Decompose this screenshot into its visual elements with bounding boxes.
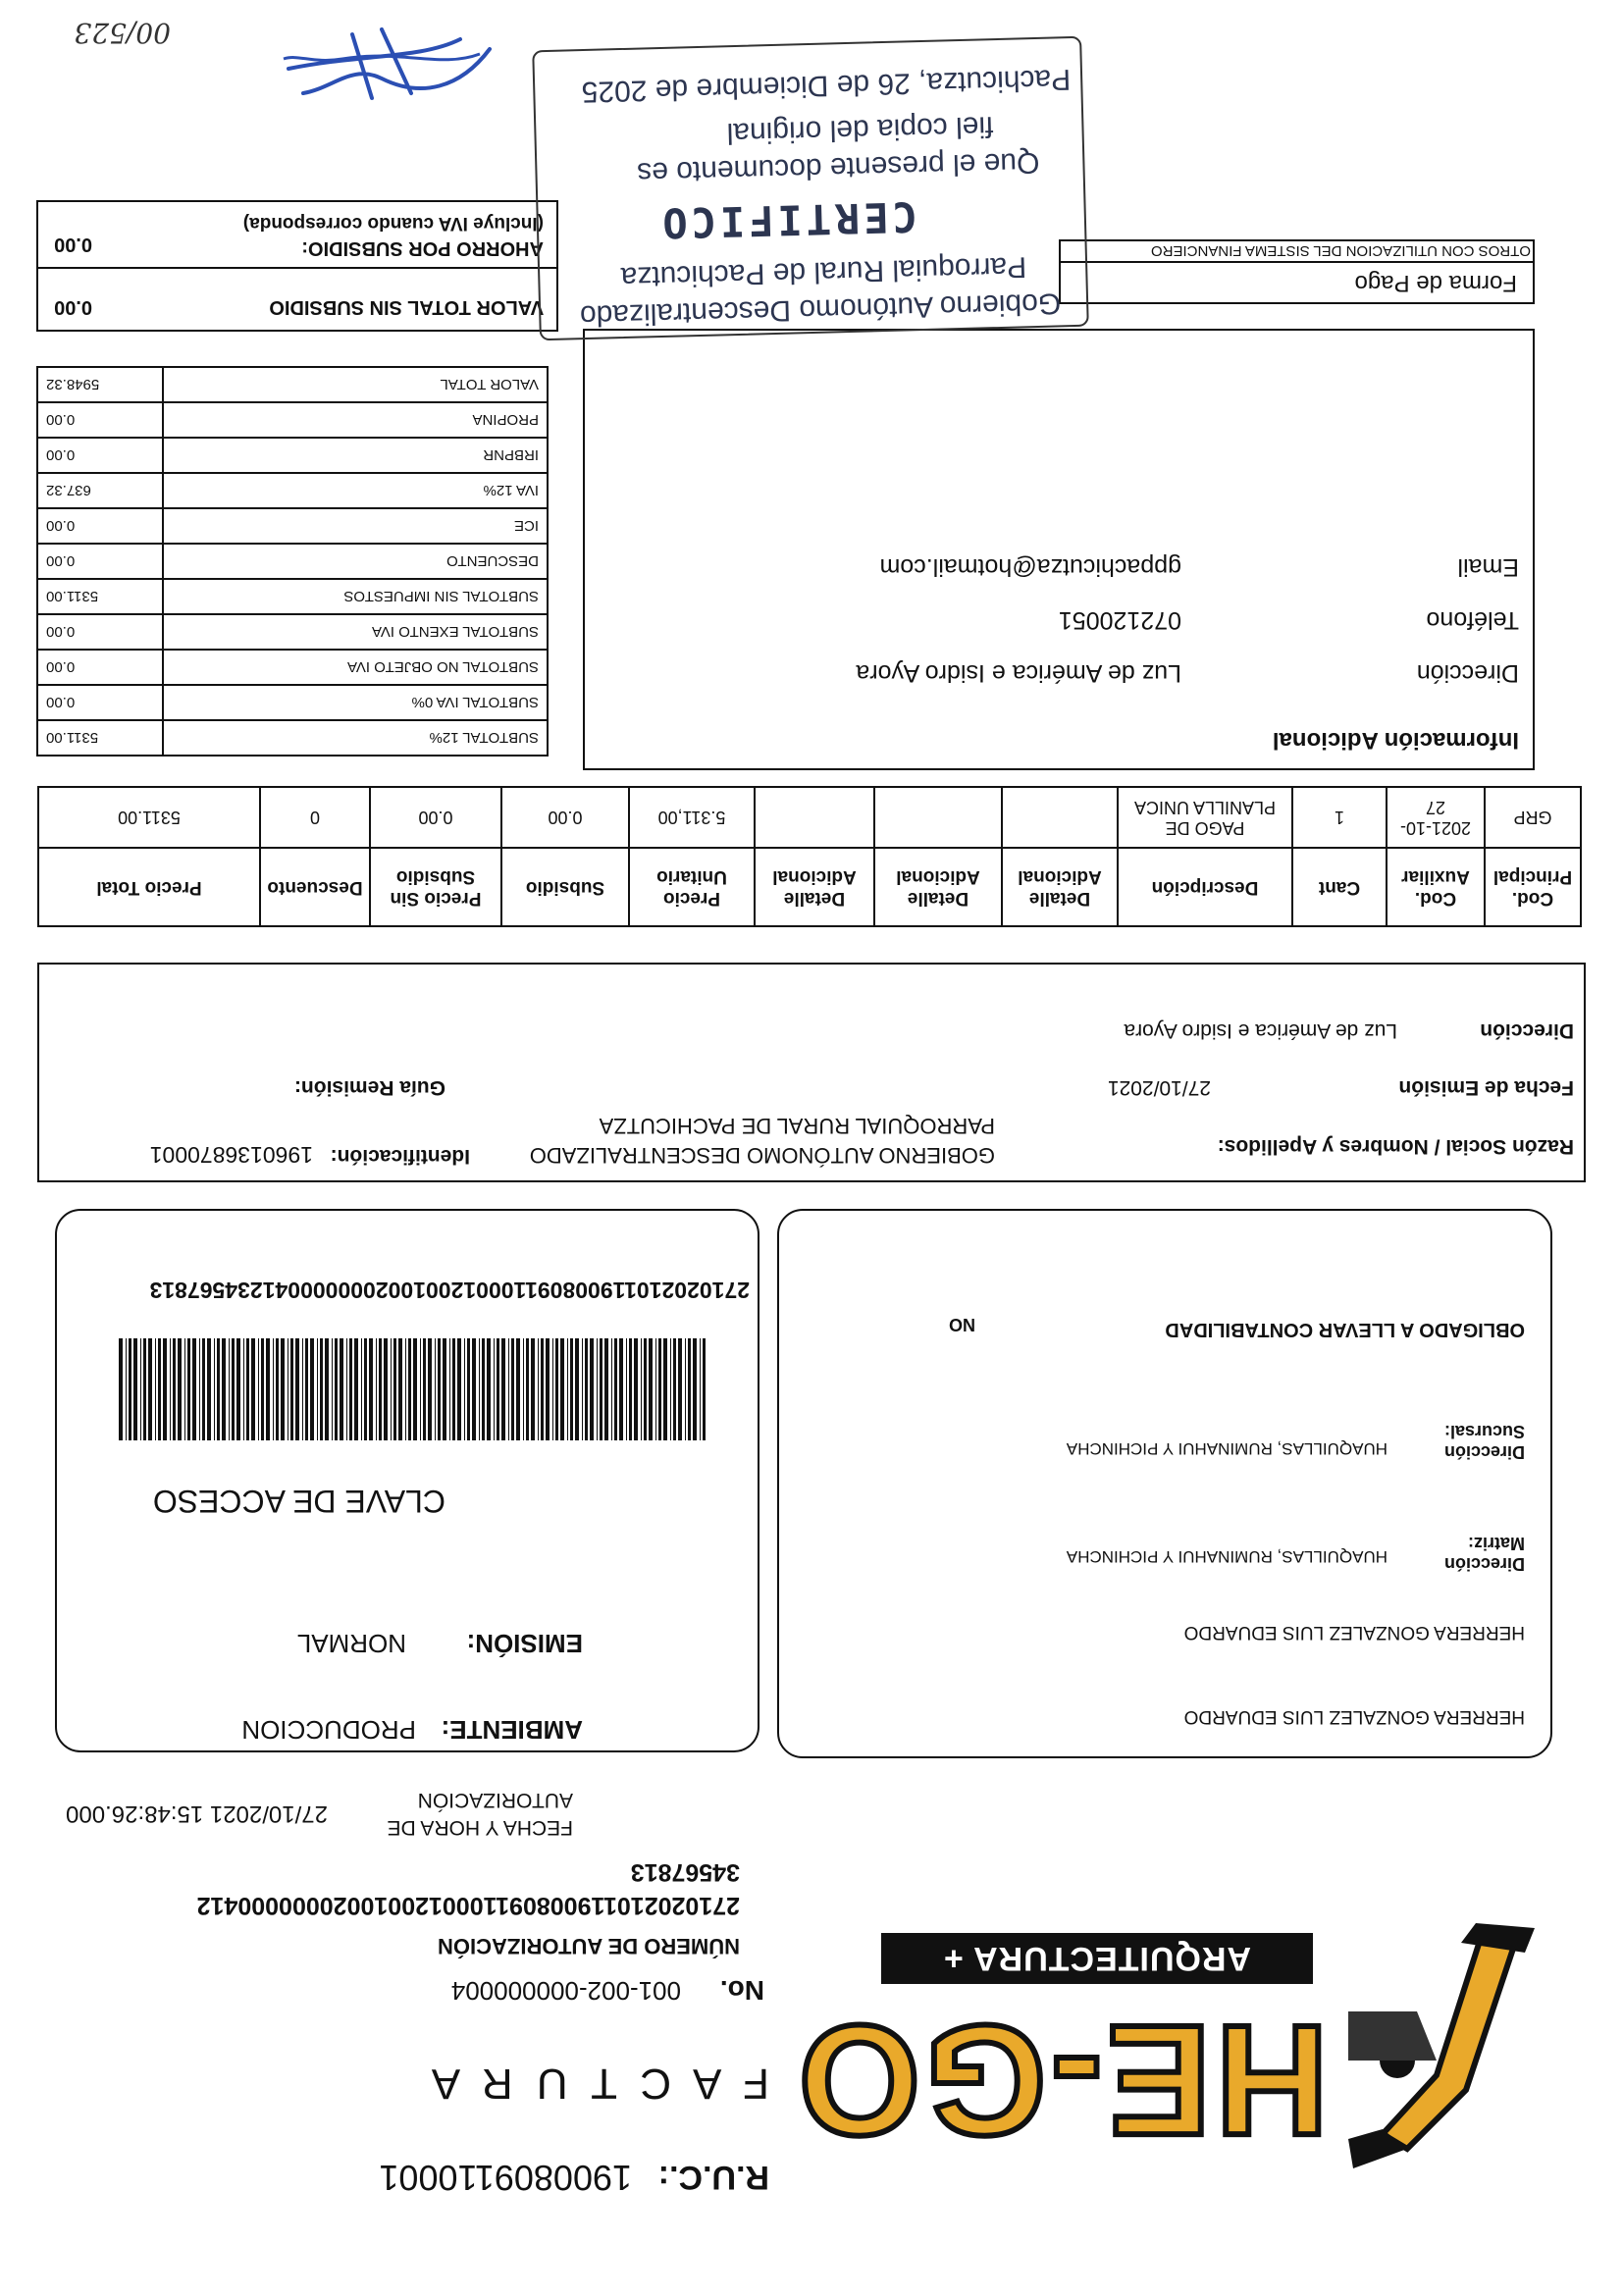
total-value: 0.00 [37,650,163,685]
clave-label: CLAVE DE ACCESO [152,1484,445,1519]
auth-number-2: 34567813 [630,1858,740,1886]
dir-sucursal-label: Dirección Sucursal: [1443,1422,1525,1462]
table-row [37,508,548,544]
id-label: Identificación: [330,1145,470,1168]
table-row [37,438,548,473]
total-label: SUBTOTAL IVA 0% [163,685,548,720]
cell-cod-principal: GRP [1485,787,1581,848]
id-value: 1960136870001 [149,1142,313,1168]
payment-divider [1059,261,1535,263]
dir-value: Luz de América e Isidro Ayora [1124,1019,1397,1042]
col-subsidio: Subsidio [501,848,629,926]
ahorro-note: (Incluye IVA cuando corresponda) [242,213,544,234]
auth-label: NÚMERO DE AUTORIZACIÓN [438,1934,740,1958]
info-dir-label: Dirección [1416,659,1519,687]
cell-descripcion: PAGO DE PLANILLA UNICA [1118,787,1292,848]
dir-matriz-value: HUAQUILLAS, RUMINAHUI Y PICHINCHA [1066,1547,1387,1566]
col-precio-sin-subsidio: Precio Sin Subsidio [370,848,501,926]
items-table [37,786,1582,927]
info-tel-label: Teléfono [1426,606,1519,634]
ambiente-label: AMBIENTE: [441,1715,583,1745]
table-row [37,473,548,508]
col-detalle-3: Detalle Adicional [755,848,874,926]
cell-precio-sin-subsidio: 0.00 [370,787,501,848]
total-value: 5948.32 [37,367,163,402]
emision-label: EMISIÓN: [466,1629,583,1658]
total-label: SUBTOTAL SIN IMPUESTOS [163,579,548,614]
table-row [37,614,548,650]
stamp-line-3: CERTIFICO [657,192,918,248]
issuer-name-1: HERRERA GONZALEZ LUIS EDUARDO [1183,1706,1525,1727]
items-header-row [38,848,1581,926]
total-value: 0.00 [37,614,163,650]
table-row [37,367,548,402]
ruc-value: 1900809110001 [379,2158,632,2198]
total-value: 0.00 [37,438,163,473]
cell-detalle-1 [1002,787,1118,848]
stamp-line-4: Que el presente documento es [636,145,1040,189]
sin-subsidio-value: 0.00 [54,296,92,318]
ruc-label: R.U.C.: [657,2159,769,2196]
handwritten-signature [274,20,499,108]
col-descuento: Descuento [260,848,370,926]
emision-value: NORMAL [296,1629,406,1658]
table-row [38,787,1581,848]
dir-matriz-label: Dirección Matriz: [1443,1534,1525,1574]
total-value: 5311.00 [37,720,163,756]
contabilidad-value: NO [949,1315,975,1334]
info-email-value: gppachicutza@hotmail.com [879,553,1181,581]
col-descripcion: Descripción [1118,848,1292,926]
auth-number-1: 2710202101190080911000120010020000000412 [196,1892,740,1919]
cell-subsidio: 0.00 [501,787,629,848]
col-precio-total: Precio Total [38,848,260,926]
stamp-line-6: Pachicutza, 26 de Diciembre de 2025 [581,63,1072,109]
stamp-line-1: Gobierno Autónomo Descentralizado [579,287,1062,333]
info-email-label: Email [1457,553,1519,581]
cell-precio-total: 5311.00 [38,787,260,848]
datetime-value: 27/10/2021 15:48:26.000 [66,1800,328,1827]
issuer-box [777,1209,1552,1758]
payment-value: OTROS CON UTILIZACION DEL SISTEMA FINANCIERO [1151,242,1531,259]
info-dir-value: Luz de América e Isidro Ayora [856,659,1181,687]
table-row [37,579,548,614]
ahorro-label: AHORRO POR SUBSIDIO: [301,237,544,259]
col-cod-auxiliar: Cod. Auxiliar [1387,848,1485,926]
folio-number: 00/523 [74,17,171,49]
total-label: VALOR TOTAL [163,367,548,402]
total-value: 0.00 [37,685,163,720]
total-label: SUBTOTAL NO OBJETO IVA [163,650,548,685]
total-label: SUBTOTAL 12% [163,720,548,756]
info-tel-value: 072120051 [1058,606,1181,634]
number-label: No. [719,1975,764,2006]
guia-label: Guía Remisión: [293,1076,445,1099]
clave-value: 2710202101190080911000120010020000000412345678​13 [149,1278,750,1303]
cell-descuento: 0 [260,787,370,848]
totals-table [36,366,549,757]
total-label: SUBTOTAL EXENTO IVA [163,614,548,650]
col-cod-principal: Cod. Principal [1485,848,1581,926]
sin-subsidio-label: VALOR TOTAL SIN SUBSIDIO [269,296,544,318]
col-detalle-1: Detalle Adicional [1002,848,1118,926]
total-value: 0.00 [37,508,163,544]
total-label: IRBPNR [163,438,548,473]
fecha-label: Fecha de Emisión [1398,1076,1574,1099]
col-cant: Cant [1292,848,1387,926]
total-label: ICE [163,508,548,544]
total-value: 0.00 [37,544,163,579]
table-row [37,544,548,579]
table-row [37,402,548,438]
table-row [37,720,548,756]
issuer-name-2: HERRERA GONZALEZ LUIS EDUARDO [1183,1622,1525,1643]
savings-divider [36,267,558,269]
logo-wordmark: HE-GO [794,1993,1329,2168]
certification-stamp [532,36,1089,341]
cell-cod-auxiliar: 2021-10-27 [1387,787,1485,848]
col-precio-unitario: Precio Unitario [629,848,755,926]
cell-precio-unitario: 5.311,00 [629,787,755,848]
total-value: 5311.00 [37,579,163,614]
logo-band: ARQUITECTURA + INGENIERIA [881,1933,1313,1984]
total-label: PROPINA [163,402,548,438]
table-row [37,650,548,685]
stamp-line-2: Parroquial Rural de Pachicutza [620,250,1027,294]
contabilidad-label: OBLIGADO A LLEVAR CONTABILIDAD [1165,1319,1525,1340]
total-label: DESCUENTO [163,544,548,579]
fecha-value: 27/10/2021 [1107,1076,1211,1099]
total-value: 637.32 [37,473,163,508]
dir-sucursal-value: HUAQUILLAS, RUMINAHUI Y PICHINCHA [1066,1439,1387,1458]
info-box [583,329,1535,770]
razon-label: Razón Social / Nombres y Apellidos: [1217,1135,1574,1158]
payment-title: Forma de Pago [1354,270,1517,296]
cell-cant: 1 [1292,787,1387,848]
ahorro-value: 0.00 [54,234,92,255]
cell-detalle-3 [755,787,874,848]
razon-line-2: PARROQUIAL RURAL DE PACHICUTZA [599,1114,995,1138]
dir-label: Dirección [1480,1019,1574,1042]
excavator-logo-icon [1338,1923,1554,2208]
table-row [37,685,548,720]
stamp-line-5: fiel copia del original [726,110,994,150]
total-value: 0.00 [37,402,163,438]
cell-detalle-2 [874,787,1002,848]
total-label: IVA 12% [163,473,548,508]
info-title: Información Adicional [1272,727,1519,754]
razon-line-1: GOBIERNO AUTÓNOMO DESCENTRALIZADO [529,1143,995,1168]
datetime-label-1: FECHA Y HORA DE [387,1816,573,1839]
col-detalle-2: Detalle Adicional [874,848,1002,926]
barcode [117,1338,706,1440]
doc-type: F A C T U R A [425,2060,769,2108]
invoice-number: 001-002-000000004 [450,1976,681,2006]
ambiente-value: PRODUCCION [241,1715,416,1745]
datetime-label-2: AUTORIZACIÓN [417,1789,573,1811]
